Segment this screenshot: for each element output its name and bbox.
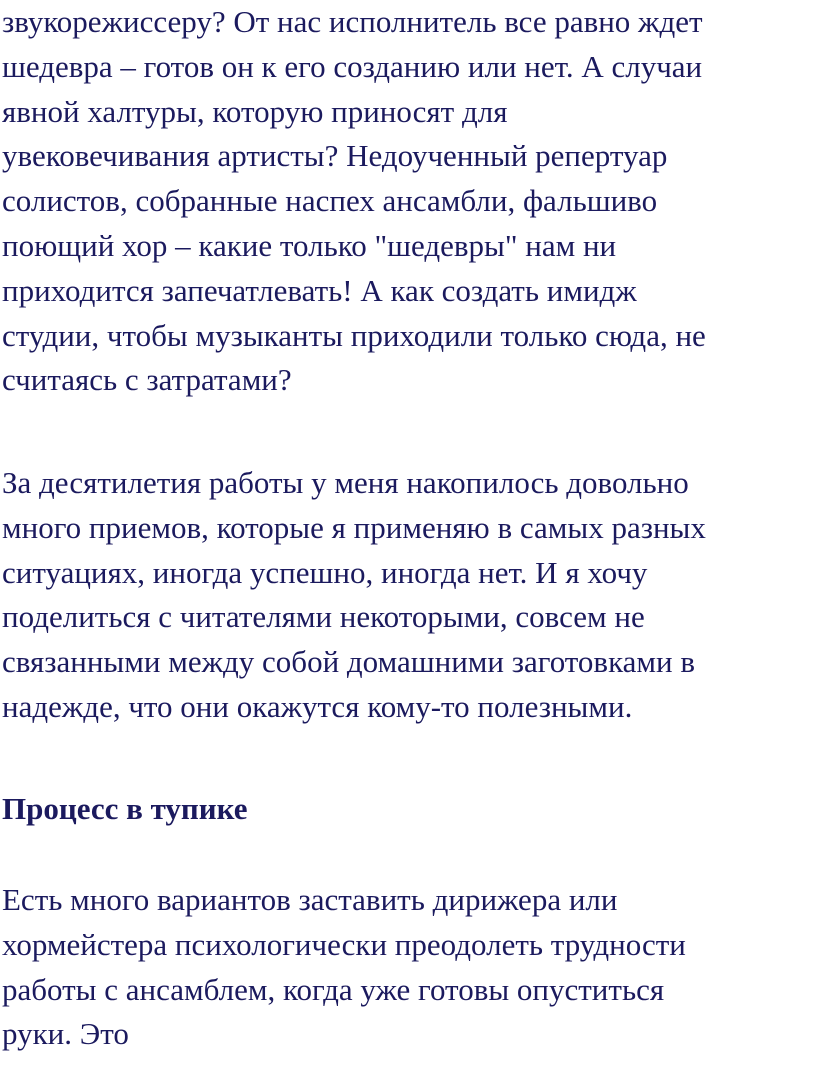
- text-line: поющий хор – какие только "шедевры" нам ни: [2, 227, 617, 263]
- text-line: студии, чтобы музыканты приходили только сюда, не: [2, 317, 706, 353]
- text-line: руки. Это: [2, 1016, 129, 1052]
- text-line: считаясь с затратами?: [2, 362, 292, 398]
- text-line: надежде, что они окажутся кому-то полезными.: [2, 688, 633, 724]
- text-line: звукорежиссеру? От нас исполнитель все равно ждет: [2, 4, 703, 39]
- text-line: явной халтуры, которую приносят для: [2, 93, 508, 129]
- text-line: ситуациях, иногда успешно, иногда нет. И я хочу: [2, 554, 648, 590]
- text-line: работы с ансамблем, когда уже готовы опуститься: [2, 971, 665, 1007]
- text-line: Есть много вариантов заставить дирижера или: [2, 882, 618, 917]
- text-line: шедевра – готов он к его созданию или нет. А случаи: [2, 48, 703, 84]
- text-line: приходится запечатлевать! А как создать имидж: [2, 272, 637, 308]
- paragraph-2: [2, 461, 706, 730]
- paragraph-1: [2, 0, 706, 403]
- section-heading: Процесс в тупике: [2, 791, 248, 826]
- text-line: поделиться с читателями некоторыми, совсем не: [2, 599, 645, 635]
- text-line: связанными между собой домашними заготовками в: [2, 644, 696, 680]
- text-line: много приемов, которые я применяю в самых разных: [2, 509, 706, 545]
- paragraph-3: [2, 878, 686, 1057]
- text-line: хормейстера психологически преодолеть трудности: [2, 926, 686, 962]
- text-line: солистов, собранные наспех ансамбли, фальшиво: [2, 183, 658, 219]
- text-line: увековечивания артисты? Недоученный репертуар: [2, 138, 668, 174]
- text-line: За десятилетия работы у меня накопилось довольно: [2, 465, 689, 500]
